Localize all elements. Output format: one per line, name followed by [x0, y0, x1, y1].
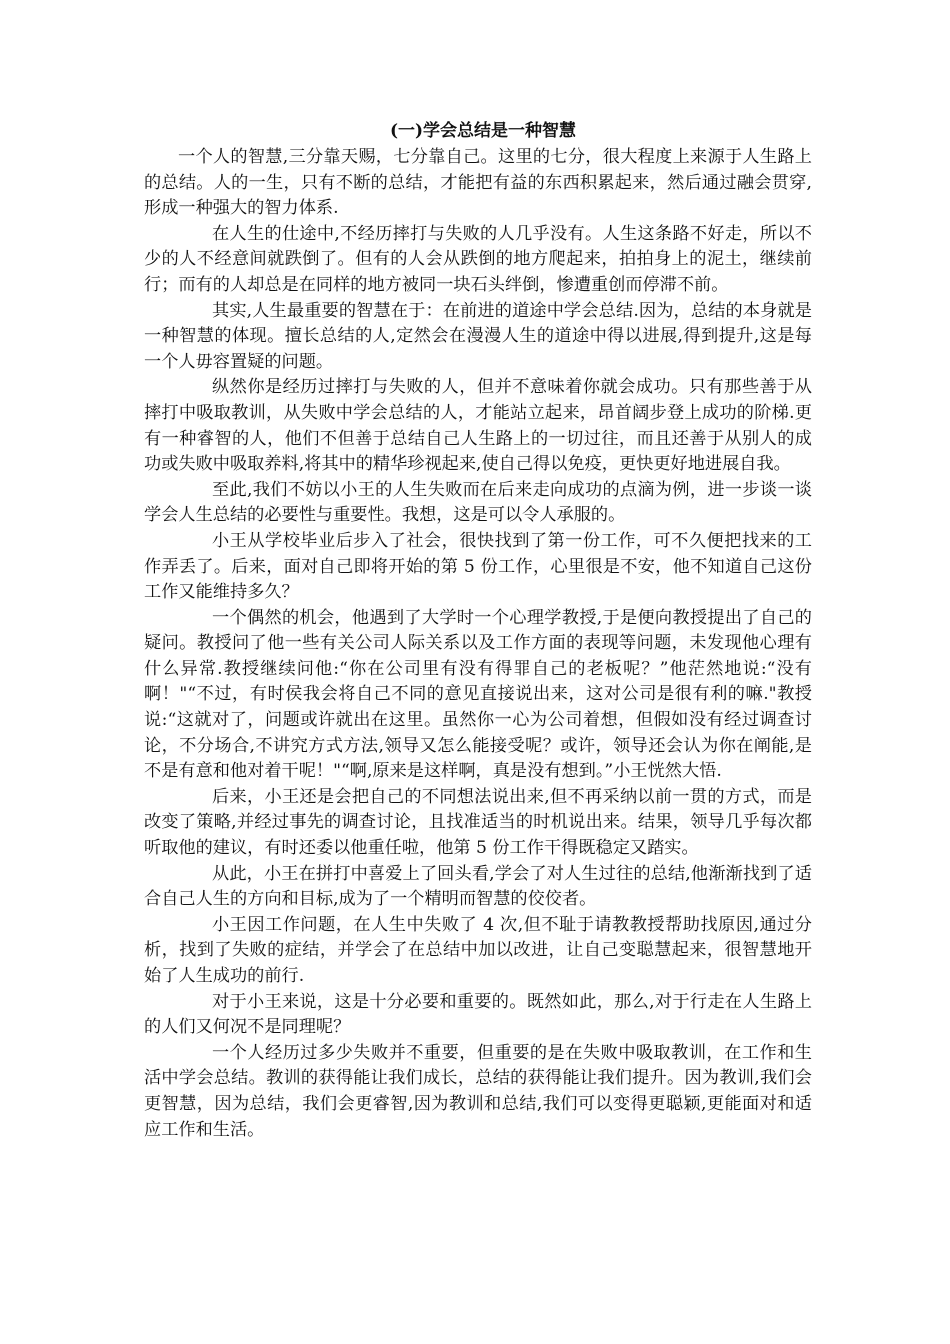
paragraph-8: 后来，小王还是会把自己的不同想法说出来,但不再采纳以前一贯的方式，而是改变了策略,并经过事先的调查讨论，且找准适当的时机说出来。结果，领导几乎每次都听取他的建议，有时还委以他重任啦，他第 5 份工作干得既稳定又踏实。 — [144, 786, 812, 859]
paragraph-3: 其实,人生最重要的智慧在于：在前进的道途中学会总结.因为，总结的本身就是一种智慧的体现。擅长总结的人,定然会在漫漫人生的道途中得以进展,得到提升,这是每一个人毋容置疑的问题。 — [144, 300, 812, 372]
paragraph-4: 纵然你是经历过摔打与失败的人，但并不意味着你就会成功。只有那些善于从摔打中吸取教训，从失败中学会总结的人，才能站立起来，昂首阔步登上成功的阶梯.更有一种睿智的人，他们不但善于总结自己人生路上的一切过往，而且还善于从别人的成功或失败中吸取养料,将其中的精华珍视起来,使自己得以免疫，更快更好地进展自我。 — [144, 377, 812, 475]
paragraph-2: 在人生的仕途中,不经历摔打与失败的人几乎没有。人生这条路不好走，所以不少的人不经意间就跌倒了。但有的人会从跌倒的地方爬起来，拍拍身上的泥土，继续前行；而有的人却总是在同样的地方被同一块石头绊倒，惨遭重创而停滞不前。 — [144, 223, 812, 295]
paragraph-1: 一个人的智慧,三分靠天赐，七分靠自己。这里的七分，很大程度上来源于人生路上的总结。人的一生，只有不断的总结，才能把有益的东西积累起来，然后通过融会贯穿,形成一种强大的智力体系. — [144, 147, 812, 219]
paragraph-10: 小王因工作问题，在人生中失败了 4 次,但不耻于请教教授帮助找原因,通过分析，找到了失败的症结，并学会了在总结中加以改进，让自己变聪慧起来，很智慧地开始了人生成功的前行. — [144, 914, 812, 986]
paragraph-11: 对于小王来说，这是十分必要和重要的。既然如此，那么,对于行走在人生路上的人们又何况不是同理呢？ — [144, 991, 812, 1038]
document-page — [144, 118, 812, 1143]
paragraph-9: 从此，小王在拼打中喜爱上了回头看,学会了对人生过往的总结,他渐渐找到了适合自己人生的方向和目标,成为了一个精明而智慧的佼佼者。 — [144, 863, 812, 910]
paragraph-5: 至此,我们不妨以小王的人生失败而在后来走向成功的点滴为例，进一步谈一谈学会人生总结的必要性与重要性。我想，这是可以令人承服的。 — [144, 479, 812, 526]
paragraph-6: 小王从学校毕业后步入了社会，很快找到了第一份工作，可不久便把找来的工作弄丢了。后来，面对自己即将开始的第 5 份工作，心里很是不安，他不知道自己这份工作又能维持多久？ — [144, 530, 812, 603]
paragraph-7: 一个偶然的机会，他遇到了大学时一个心理学教授,于是便向教授提出了自己的疑问。教授问了他一些有关公司人际关系以及工作方面的表现等问题，未发现他心理有什么异常.教授继续问他:“你在公司里有没有得罪自己的老板呢？”他茫然地说:“没有啊！"“不过，有时侯我会将自己不同的意见直接说出来，这对公司是很有利的嘛."教授说:“这就对了，问题或许就出在这里。虽然你一心为公司着想，但假如没有经过调查讨论，不分场合,不讲究方式方法,领导又怎么能接受呢？或许，领导还会认为你在阐能,是不是有意和他对着干呢！"“啊,原来是这样啊，真是没有想到。”小王恍然大悟. — [144, 607, 812, 782]
document-title: (一)学会总结是一种智慧 — [389, 121, 577, 141]
paragraph-12: 一个人经历过多少失败并不重要，但重要的是在失败中吸取教训，在工作和生活中学会总结。教训的获得能让我们成长，总结的获得能让我们提升。因为教训,我们会更智慧，因为总结，我们会更睿智,因为教训和总结,我们可以变得更聪颖,更能面对和适应工作和生活。 — [144, 1042, 812, 1140]
